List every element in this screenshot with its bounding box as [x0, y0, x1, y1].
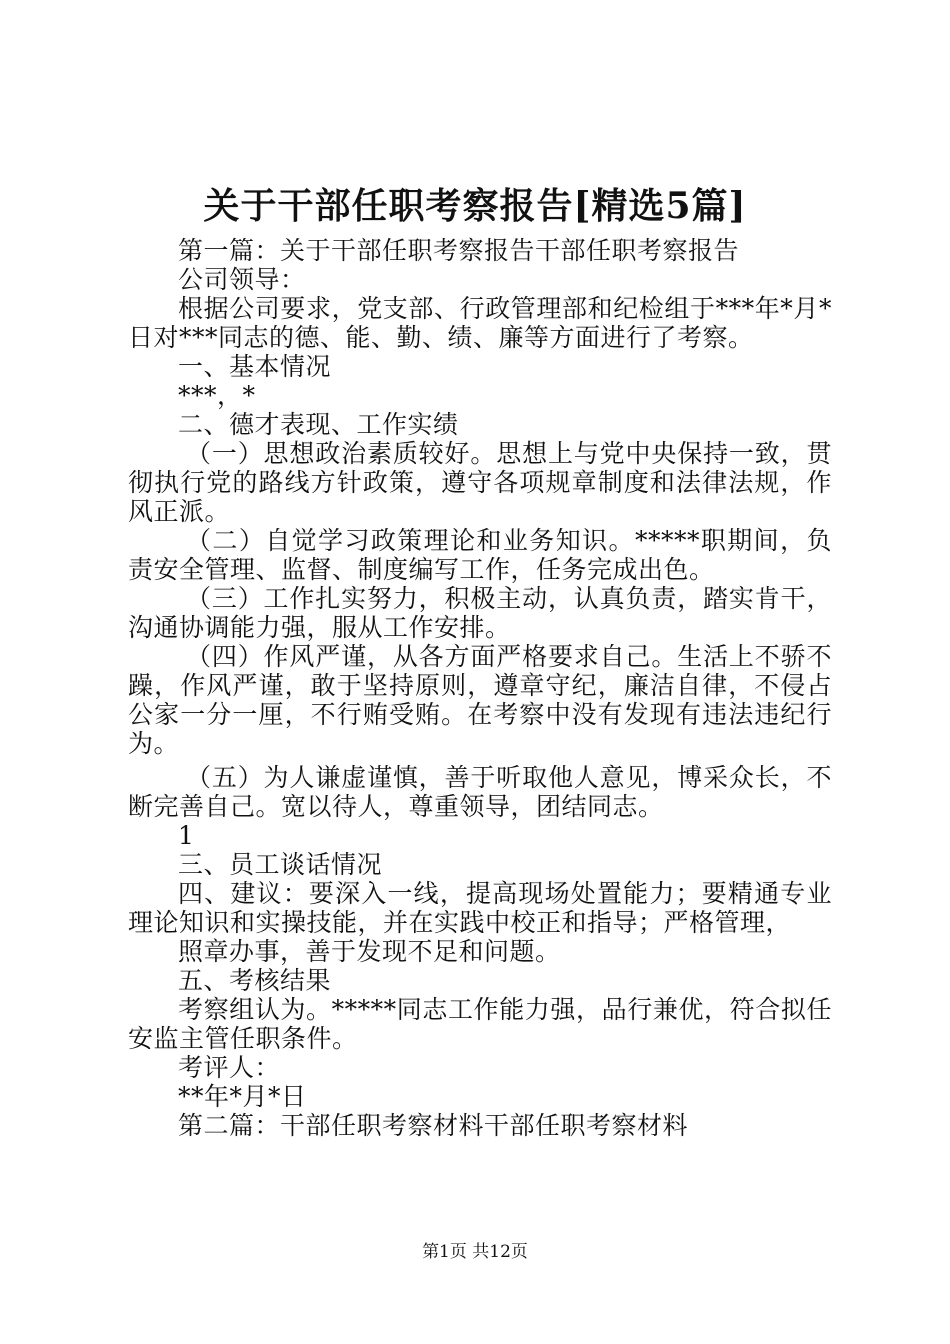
paragraph-item-4: （四）作风严谨，从各方面严格要求自己。生活上不骄不躁，作风严谨，敢于坚持原则，遵章守纪，廉洁自律，不侵占公家一分一厘，不行贿受贿。在考察中没有发现有违法违纪行为。	[128, 642, 832, 758]
heading-staff-interview: 三、员工谈话情况	[178, 850, 383, 879]
paragraph-item-2: （二）自觉学习政策理论和业务知识。*****职期间，负责安全管理、监督、制度编写工作，任务完成出色。	[128, 526, 832, 584]
paragraph-intro: 根据公司要求，党支部、行政管理部和纪检组于***年*月*日对***同志的德、能、勤、绩、廉等方面进行了考察。	[128, 294, 832, 352]
paragraph-item-1: （一）思想政治素质较好。思想上与党中央保持一致，贯彻执行党的路线方针政策，遵守各项规章制度和法律法规，作风正派。	[128, 439, 832, 526]
salutation: 公司领导：	[178, 265, 306, 294]
inline-page-number: 1	[178, 821, 195, 850]
evaluator-label: 考评人：	[178, 1053, 281, 1082]
page-footer: 第1页 共12页	[422, 1242, 528, 1262]
document-title: 关于干部任职考察报告[精选5篇]	[203, 185, 747, 227]
heading-assessment-result: 五、考核结果	[178, 966, 332, 995]
document-body	[128, 236, 832, 1140]
paragraph-conclusion: 考察组认为。*****同志工作能力强，品行兼优，符合拟任安监主管任职条件。	[128, 995, 832, 1053]
paragraph-item-3: （三）工作扎实努力，积极主动，认真负责，踏实肯干，沟通协调能力强，服从工作安排。	[128, 584, 832, 642]
section-heading-1: 第一篇：关于干部任职考察报告干部任职考察报告	[178, 236, 740, 265]
heading-basic-info: 一、基本情况	[178, 352, 332, 381]
paragraph-item-5: （五）为人谦虚谨慎，善于听取他人意见，博采众长，不断完善自己。宽以待人，尊重领导，团结同志。	[128, 763, 832, 821]
section-heading-2: 第二篇：干部任职考察材料干部任职考察材料	[178, 1111, 689, 1140]
basic-info-value: ***，*	[178, 381, 256, 410]
paragraph-suggestions-cont: 照章办事，善于发现不足和问题。	[178, 937, 561, 966]
paragraph-suggestions: 四、建议：要深入一线，提高现场处置能力；要精通专业理论知识和实操技能，并在实践中校正和指导；严格管理，	[128, 879, 832, 937]
evaluation-date: **年*月*日	[178, 1082, 307, 1111]
heading-performance: 二、德才表现、工作实绩	[178, 410, 459, 439]
